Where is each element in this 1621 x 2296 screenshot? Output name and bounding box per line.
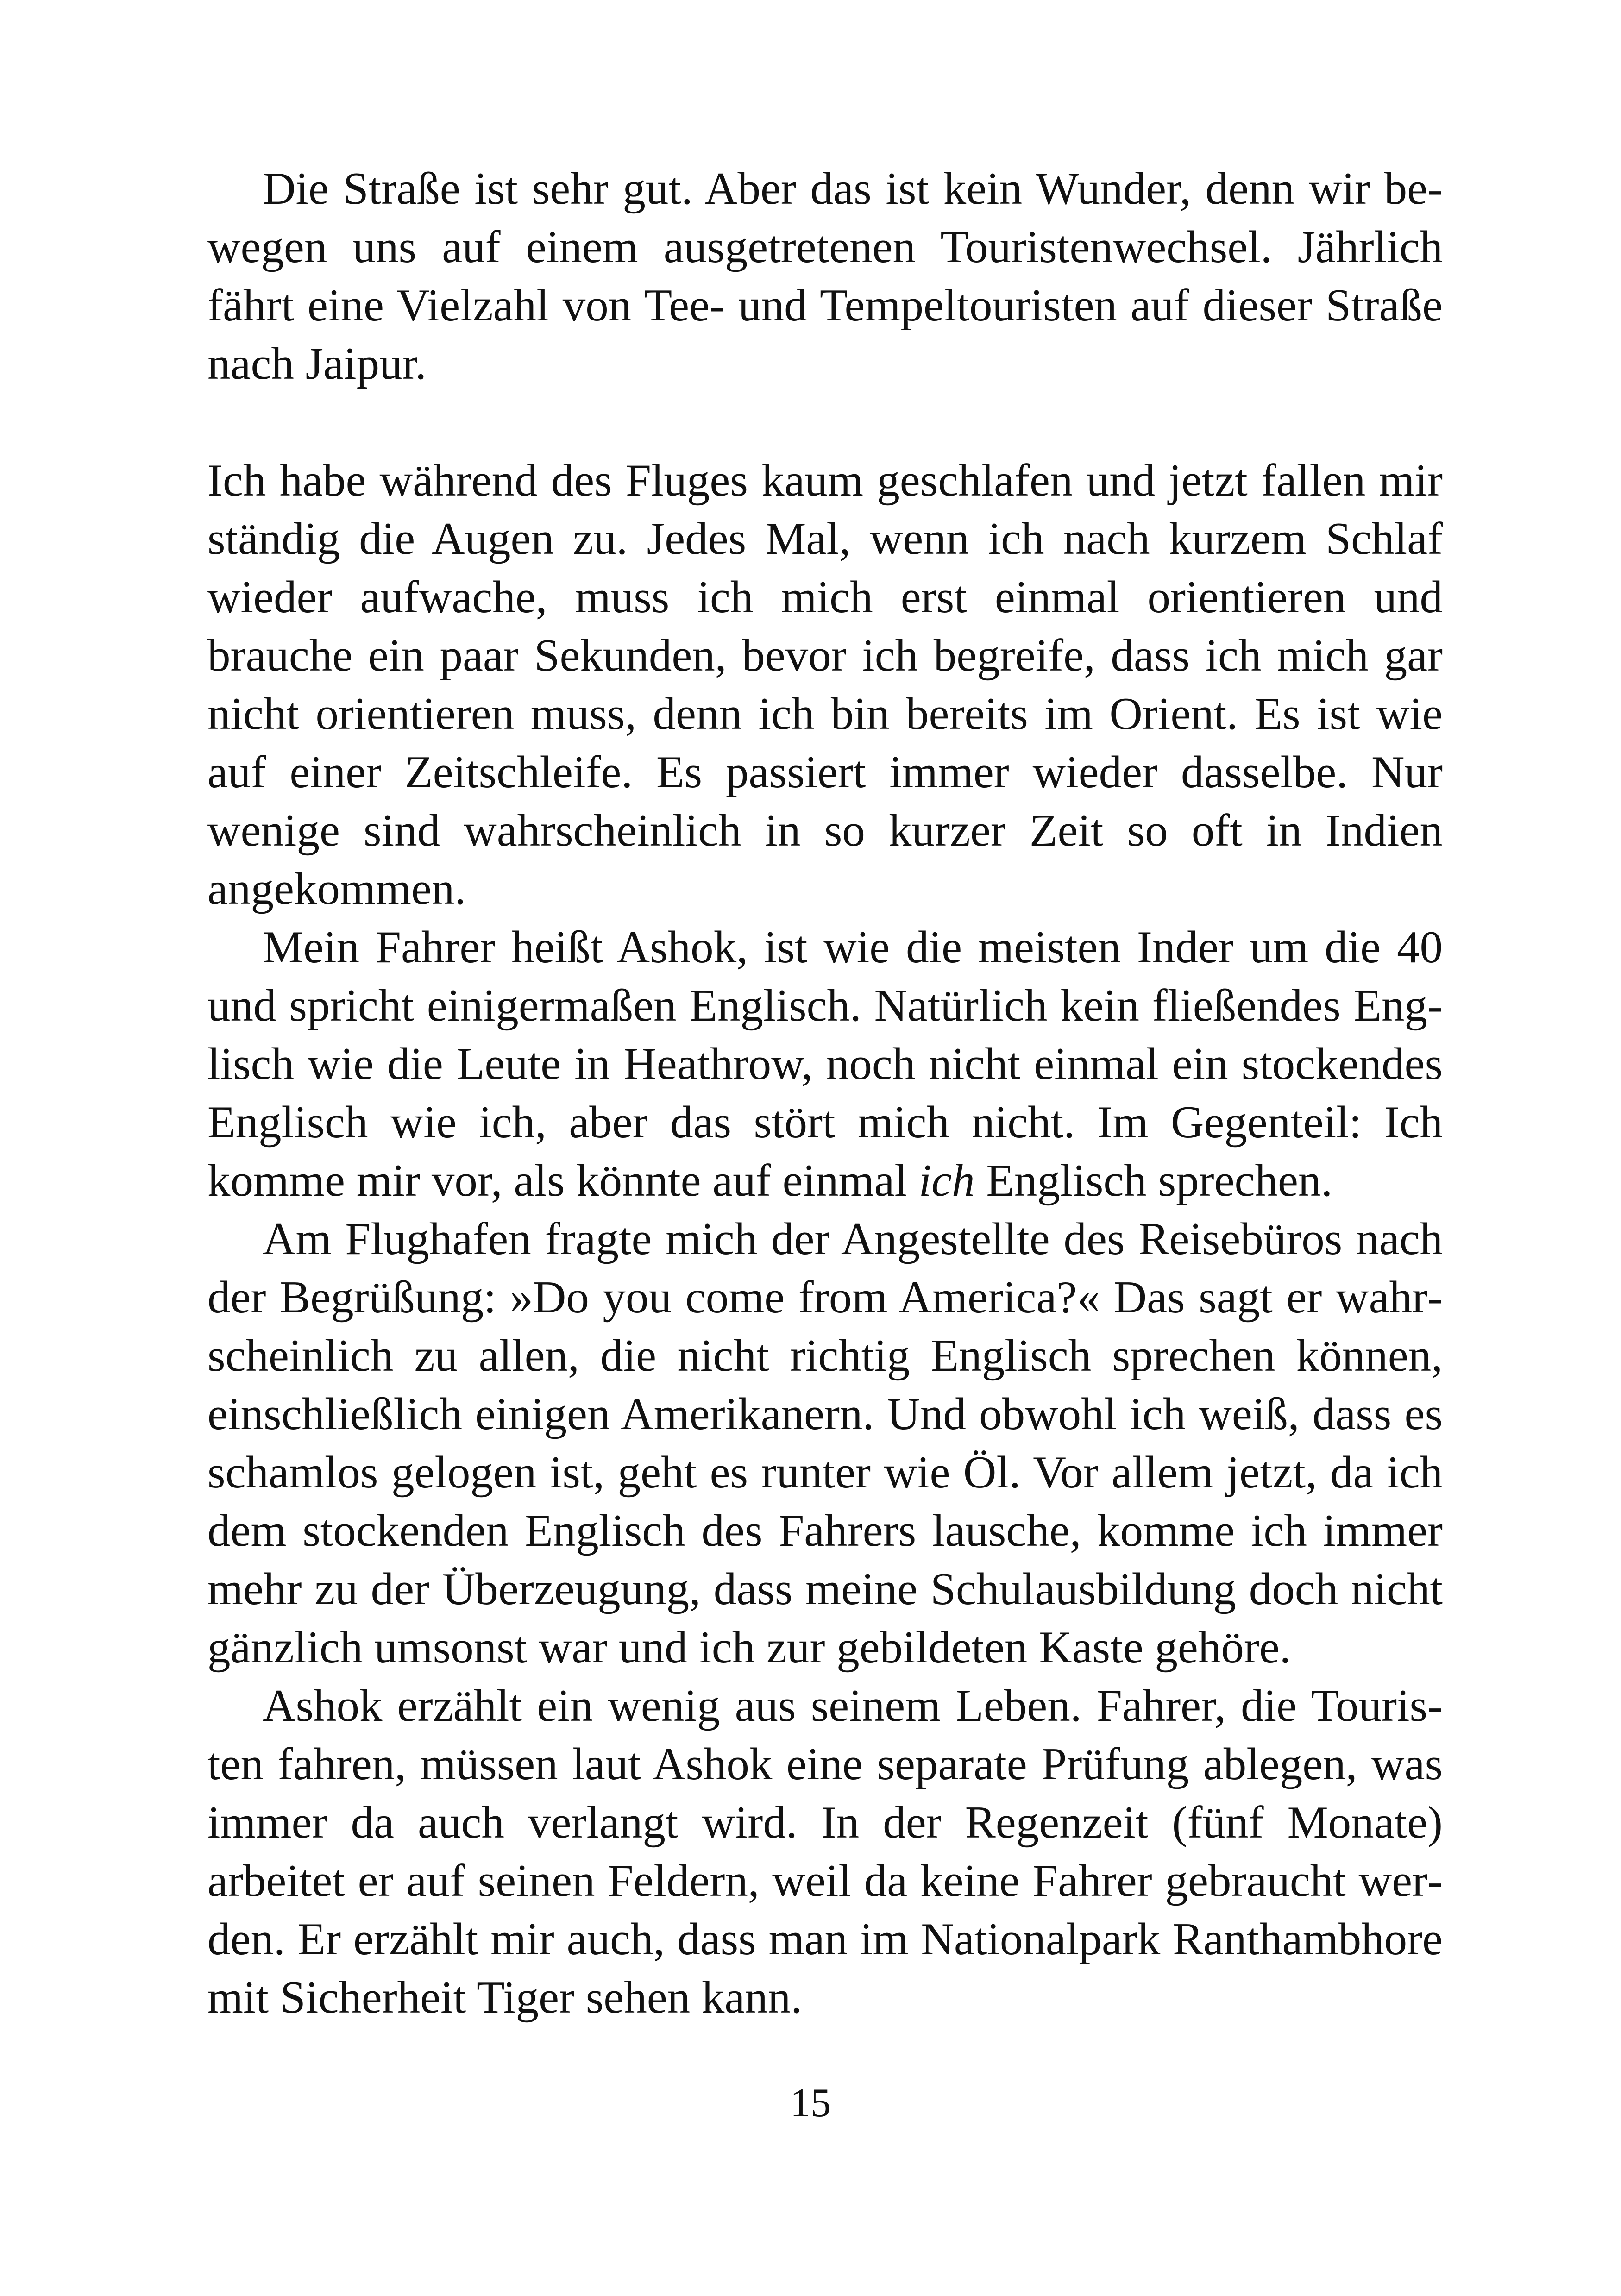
paragraph-4: Am Flughafen fragte mich der Angestellte des Reisebüros nach der Begrüßung: »Do you come from America?« Das sagt er wahrscheinlich zu allen, die nicht richtig Englisch sprechen können, einschließlich einigen Amerikanern. Und obwohl ich weiß, dass es schamlos gelogen ist, geht es runter wie Öl. Vor allem jetzt, da ich dem stockenden Englisch des Fahrers lausche, komme ich immer mehr zu der Überzeugung, dass meine Schulausbildung doch nicht gänzlich umsonst war und ich zur gebildeten Kaste gehöre. <box>207 1214 1443 1673</box>
paragraph-3-text-after: Englisch sprechen. <box>974 1155 1333 1206</box>
body-text <box>207 160 1443 2027</box>
page-number: 15 <box>790 2081 831 2126</box>
paragraph-1: Die Straße ist sehr gut. Aber das ist kein Wunder, denn wir bewegen uns auf einem ausgetretenen Touristenwechsel. Jährlich fährt eine Vielzahl von Tee- und Tempeltouristen auf dieser Straße nach Jaipur. <box>207 163 1443 389</box>
paragraph-5: Ashok erzählt ein wenig aus seinem Leben. Fahrer, die Touristen fahren, müssen laut Ashok eine separate Prüfung ablegen, was immer da auch verlangt wird. In der Regenzeit (fünf Monate) arbeitet er auf seinen Feldern, weil da keine Fahrer gebraucht werden. Er erzählt mir auch, dass man im Nationalpark Ranthambhore mit Sicherheit Tiger sehen kann. <box>207 1681 1443 2023</box>
paragraph-3-emphasis: ich <box>918 1155 975 1206</box>
paragraph-3-text-before: Mein Fahrer heißt Ashok, ist wie die meisten Inder um die 40 und spricht einigermaßen Englisch. Natürlich kein fließendes Englisch wie die Leute in Heathrow, noch nicht einmal ein stockendes Englisch wie ich, aber das stört mich nicht. Im Gegenteil: Ich komme mir vor, als könnte auf einmal <box>207 922 1443 1206</box>
paragraph-3 <box>207 918 1443 1210</box>
paragraph-2: Ich habe während des Fluges kaum geschlafen und jetzt fallen mir ständig die Augen zu. Jedes Mal, wenn ich nach kurzem Schlaf wieder aufwache, muss ich mich erst einmal orientieren und brauche ein paar Sekunden, bevor ich begreife, dass ich mich gar nicht orientieren muss, denn ich bin bereits im Orient. Es ist wie auf einer Zeitschleife. Es passiert immer wieder dasselbe. Nur wenige sind wahrscheinlich in so kurzer Zeit so oft in Indien angekommen. <box>207 455 1443 914</box>
